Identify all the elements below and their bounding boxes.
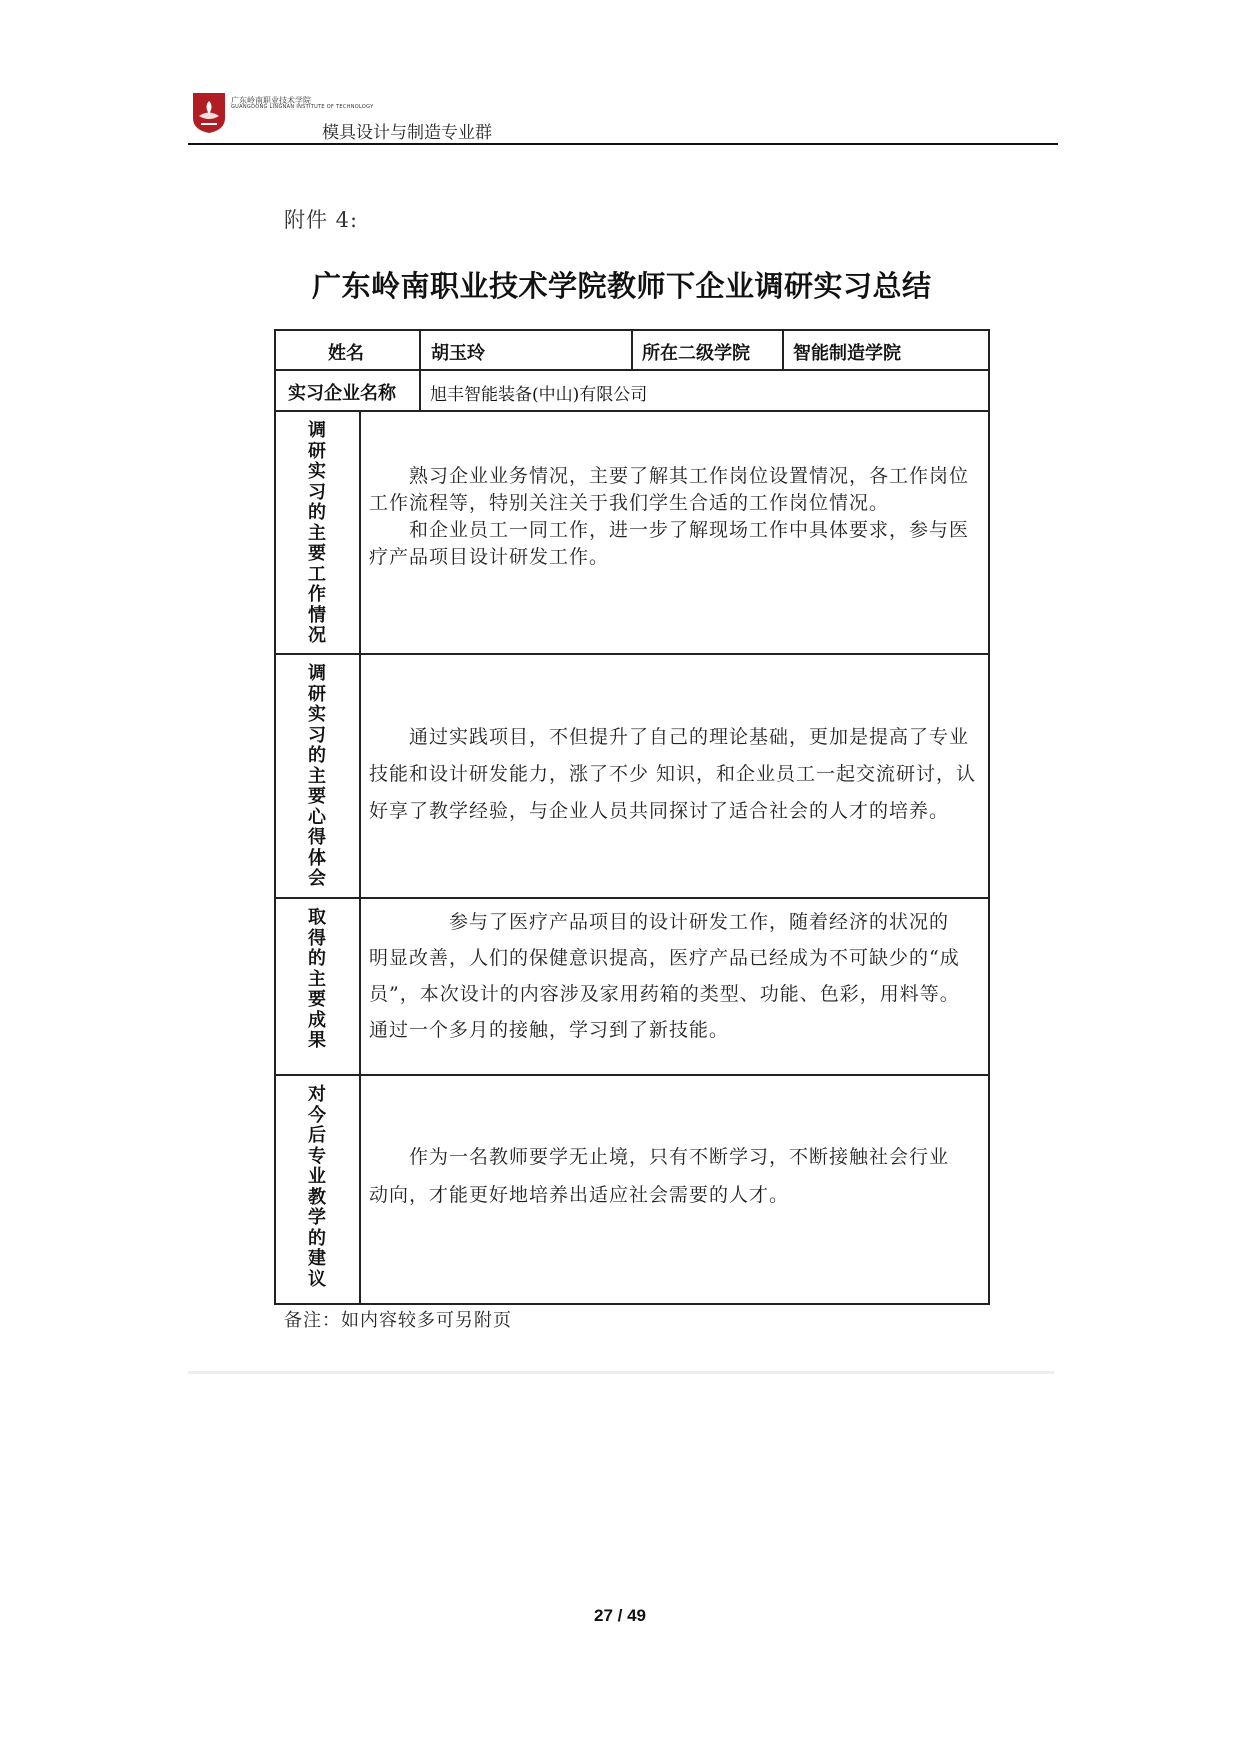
company-label: 实习企业名称 bbox=[288, 383, 396, 404]
page-number: 27 / 49 bbox=[594, 1606, 646, 1625]
attachment-label: 附件 4: bbox=[284, 208, 359, 232]
row-divider bbox=[276, 1074, 988, 1076]
column-divider bbox=[782, 331, 784, 370]
achievements-text: 参与了医疗产品项目的设计研发工作，随着经济的状况的 明显改善，人们的保健意识提高，医疗产品已经成为不可缺少的“成 员”，本次设计的内容涉及家用药箱的类型、功能、色彩，用料等。 通过一个多月的接触，学习到了新技能。 bbox=[369, 911, 960, 1041]
column-divider bbox=[359, 411, 361, 1303]
experience-text: 通过实践项目，不但提升了自己的理论基础，更加是提高了专业 技能和设计研发能力，涨了不少 知识，和企业员工一起交流研讨，认 好享了教学经验，与企业人员共同探讨了适合社会的人才的培养。 bbox=[369, 726, 977, 822]
header-divider bbox=[188, 143, 1058, 145]
suggestions-text: 作为一名教师要学无止境，只有不断学习，不断接触社会行业 动向，才能更好地培养出适应社会需要的人才。 bbox=[369, 1146, 950, 1206]
row-divider bbox=[276, 410, 988, 412]
column-divider bbox=[419, 331, 421, 411]
company-value: 旭丰智能装备(中山)有限公司 bbox=[430, 385, 648, 405]
footer-divider bbox=[188, 1371, 1054, 1374]
footnote: 备注：如内容较多可另附页 bbox=[284, 1310, 512, 1331]
work-situation-text: 熟习企业业务情况，主要了解其工作岗位设置情况，各工作岗位 工作流程等，特别关注关于我们学生合适的工作岗位情况。 和企业员工一同工作，进一步了解现场工作中具体要求，参与医 疗产品项目设计研发工作。 bbox=[369, 465, 970, 568]
name-label: 姓名 bbox=[328, 343, 364, 364]
experience-label: 调研实习的主要心得体会 bbox=[308, 663, 326, 889]
college-label: 所在二级学院 bbox=[642, 343, 750, 364]
document-title: 广东岭南职业技术学院教师下企业调研实习总结 bbox=[312, 269, 932, 303]
row-divider bbox=[276, 897, 988, 899]
college-value: 智能制造学院 bbox=[793, 343, 901, 364]
work-situation-label: 调研实习的主要工作情况 bbox=[308, 420, 326, 646]
logo-text bbox=[231, 97, 373, 111]
column-divider bbox=[631, 331, 633, 370]
logo-english-name: GUANGDONG LINGNAN INSTITUTE OF TECHNOLOGY bbox=[231, 104, 374, 111]
suggestions-label: 对今后专业教学的建议 bbox=[308, 1084, 326, 1290]
logo-chinese-name: 广东岭南职业技术学院 bbox=[231, 96, 311, 105]
name-value: 胡玉玲 bbox=[431, 343, 485, 364]
header-title: 模具设计与制造专业群 bbox=[322, 123, 492, 143]
row-divider bbox=[276, 653, 988, 655]
achievements-label: 取得的主要成果 bbox=[308, 907, 326, 1051]
college-logo-icon bbox=[192, 92, 226, 134]
summary-table bbox=[274, 329, 990, 1305]
